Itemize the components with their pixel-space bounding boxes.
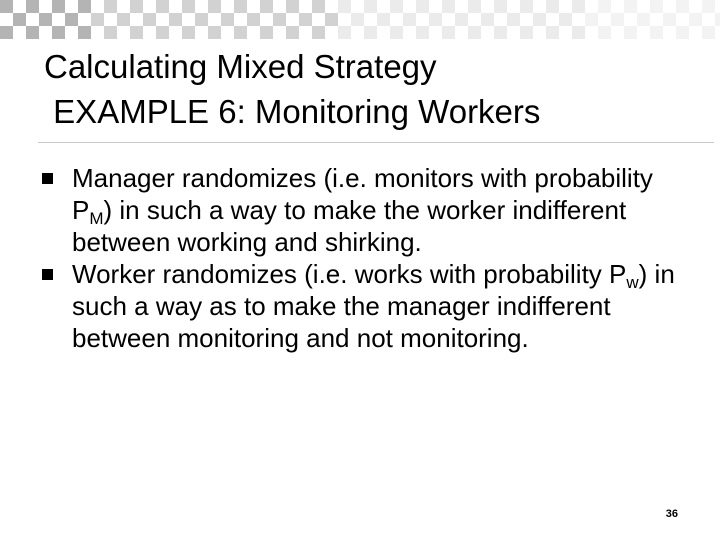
checker-square xyxy=(442,26,455,39)
checker-square xyxy=(611,13,624,26)
bullet-subscript: w xyxy=(626,273,639,292)
title-divider xyxy=(38,142,714,143)
checker-square xyxy=(650,26,663,39)
checker-square xyxy=(13,13,26,26)
checker-square xyxy=(689,13,702,26)
checker-square xyxy=(0,0,13,13)
checker-square xyxy=(637,13,650,26)
checker-square xyxy=(78,26,91,39)
checker-square xyxy=(299,13,312,26)
checker-square xyxy=(624,26,637,39)
square-bullet-icon xyxy=(42,173,53,184)
checker-square xyxy=(260,0,273,13)
checker-square xyxy=(702,26,715,39)
checker-square xyxy=(208,26,221,39)
checker-square xyxy=(429,13,442,26)
checker-square xyxy=(104,0,117,13)
checker-square xyxy=(572,0,585,13)
checker-square xyxy=(676,0,689,13)
bullet-item-manager xyxy=(40,162,680,258)
checkered-header-pattern xyxy=(0,0,720,40)
checker-square xyxy=(117,13,130,26)
checker-square xyxy=(104,26,117,39)
checker-square xyxy=(208,0,221,13)
checker-square xyxy=(546,0,559,13)
checker-square xyxy=(442,0,455,13)
checker-square xyxy=(494,26,507,39)
checker-square xyxy=(169,13,182,26)
checker-square xyxy=(234,26,247,39)
checker-square xyxy=(702,0,715,13)
checker-square xyxy=(0,26,13,39)
checker-square xyxy=(26,26,39,39)
checker-square xyxy=(156,0,169,13)
checker-square xyxy=(65,13,78,26)
checker-square xyxy=(78,0,91,13)
bullet-subscript: M xyxy=(89,209,104,228)
checker-square xyxy=(364,26,377,39)
checker-square xyxy=(260,26,273,39)
checker-square xyxy=(195,13,208,26)
checker-square xyxy=(377,13,390,26)
checker-square xyxy=(351,13,364,26)
checker-square xyxy=(273,13,286,26)
checker-square xyxy=(52,26,65,39)
checker-square xyxy=(91,13,104,26)
checker-square xyxy=(39,13,52,26)
checker-square xyxy=(598,26,611,39)
checker-square xyxy=(364,0,377,13)
checker-square xyxy=(533,13,546,26)
bullet-text-before: Manager randomizes (i.e. monitors with probability P xyxy=(72,163,653,225)
checker-square xyxy=(312,26,325,39)
checker-square xyxy=(481,13,494,26)
checker-square xyxy=(416,26,429,39)
checker-square xyxy=(468,0,481,13)
checker-square xyxy=(130,26,143,39)
checker-square xyxy=(390,0,403,13)
checker-square xyxy=(338,26,351,39)
checker-square xyxy=(312,0,325,13)
checker-square xyxy=(624,0,637,13)
checker-square xyxy=(520,26,533,39)
checker-square xyxy=(598,0,611,13)
checker-square xyxy=(130,0,143,13)
checker-square xyxy=(182,26,195,39)
bullet-item-worker xyxy=(40,258,680,354)
checker-square xyxy=(52,0,65,13)
checker-square xyxy=(234,0,247,13)
checker-square xyxy=(403,13,416,26)
checker-square xyxy=(247,13,260,26)
checker-square xyxy=(650,0,663,13)
checker-square xyxy=(494,0,507,13)
checker-square xyxy=(663,13,676,26)
bullet-list xyxy=(40,162,680,354)
checker-square xyxy=(468,26,481,39)
checker-square xyxy=(26,0,39,13)
checker-square xyxy=(455,13,468,26)
checker-square xyxy=(156,26,169,39)
bullet-text-before: Worker randomizes (i.e. works with probability P xyxy=(72,259,627,289)
checker-square xyxy=(520,0,533,13)
checker-square xyxy=(546,26,559,39)
checker-square xyxy=(286,0,299,13)
checker-square xyxy=(325,13,338,26)
checker-square xyxy=(390,26,403,39)
slide-title-line-2: EXAMPLE 6: Monitoring Workers xyxy=(44,93,541,130)
checker-square xyxy=(221,13,234,26)
square-bullet-icon xyxy=(42,269,53,280)
checker-square xyxy=(676,26,689,39)
checker-square xyxy=(338,0,351,13)
slide-title xyxy=(44,44,704,134)
checker-square xyxy=(286,26,299,39)
checker-square xyxy=(182,0,195,13)
checker-square xyxy=(715,13,720,26)
checker-square xyxy=(507,13,520,26)
checker-square xyxy=(585,13,598,26)
checker-square xyxy=(416,0,429,13)
bullet-text-after: ) in such a way as to make the manager indifferent between monitoring and not monitoring. xyxy=(72,259,675,353)
bullet-text-after: ) in such a way to make the worker indifferent between working and shirking. xyxy=(72,195,627,257)
slide-number: 36 xyxy=(665,508,678,520)
checker-square xyxy=(559,13,572,26)
checker-square xyxy=(572,26,585,39)
slide-title-line-1: Calculating Mixed Strategy xyxy=(44,48,437,85)
checker-square xyxy=(143,13,156,26)
